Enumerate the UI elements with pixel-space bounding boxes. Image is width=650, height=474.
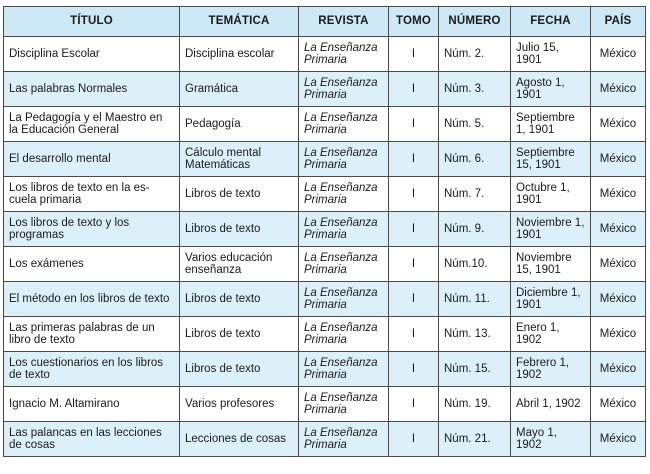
cell-pais: México	[591, 422, 646, 457]
cell-pais: México	[591, 212, 646, 247]
cell-tomo: I	[389, 247, 439, 282]
cell-tematica: Varios profesores	[180, 387, 299, 422]
cell-numero: Núm. 21.	[439, 422, 511, 457]
cell-titulo: Los libros de texto en la es-cuela primaria	[4, 177, 180, 212]
cell-pais: México	[591, 352, 646, 387]
cell-tematica: Libros de texto	[180, 177, 299, 212]
cell-pais: México	[591, 317, 646, 352]
cell-numero: Núm. 6.	[439, 142, 511, 177]
cell-fecha: Diciembre 1, 1901	[511, 282, 591, 317]
table-row	[4, 37, 646, 72]
header-tomo: TOMO	[389, 7, 439, 37]
cell-titulo: Las palabras Normales	[4, 72, 180, 107]
table-row	[4, 422, 646, 457]
table-row	[4, 387, 646, 422]
cell-tomo: I	[389, 142, 439, 177]
cell-fecha: Julio 15, 1901	[511, 37, 591, 72]
cell-tomo: I	[389, 387, 439, 422]
cell-pais: México	[591, 177, 646, 212]
cell-pais: México	[591, 387, 646, 422]
cell-tematica: Disciplina escolar	[180, 37, 299, 72]
cell-tomo: I	[389, 422, 439, 457]
cell-tematica: Libros de texto	[180, 352, 299, 387]
table-row	[4, 317, 646, 352]
cell-pais: México	[591, 282, 646, 317]
cell-tematica: Pedagogía	[180, 107, 299, 142]
cell-revista: La Enseñanza Primaria	[299, 387, 389, 422]
cell-titulo: Los libros de texto y los programas	[4, 212, 180, 247]
cell-pais: México	[591, 107, 646, 142]
cell-tematica: Libros de texto	[180, 317, 299, 352]
cell-fecha: Septiembre 15, 1901	[511, 142, 591, 177]
cell-numero: Núm. 5.	[439, 107, 511, 142]
header-pais: PAÍS	[591, 7, 646, 37]
cell-numero: Núm. 2.	[439, 37, 511, 72]
table-row	[4, 177, 646, 212]
cell-fecha: Septiembre 1, 1901	[511, 107, 591, 142]
cell-tematica: Varios educación enseñanza	[180, 247, 299, 282]
cell-tomo: I	[389, 282, 439, 317]
cell-tematica: Gramática	[180, 72, 299, 107]
table-header-row	[4, 7, 646, 37]
header-tematica: TEMÁTICA	[180, 7, 299, 37]
cell-titulo: La Pedagogía y el Maestro en la Educación General	[4, 107, 180, 142]
cell-revista: La Enseñanza Primaria	[299, 37, 389, 72]
table-row	[4, 247, 646, 282]
cell-numero: Núm. 19.	[439, 387, 511, 422]
cell-numero: Núm. 15.	[439, 352, 511, 387]
cell-revista: La Enseñanza Primaria	[299, 212, 389, 247]
cell-tomo: I	[389, 107, 439, 142]
cell-tomo: I	[389, 352, 439, 387]
table-row	[4, 107, 646, 142]
table-row	[4, 352, 646, 387]
cell-revista: La Enseñanza Primaria	[299, 247, 389, 282]
cell-tomo: I	[389, 317, 439, 352]
cell-fecha: Febrero 1, 1902	[511, 352, 591, 387]
cell-tematica: Cálculo mental Matemáticas	[180, 142, 299, 177]
cell-fecha: Enero 1, 1902	[511, 317, 591, 352]
cell-revista: La Enseñanza Primaria	[299, 142, 389, 177]
cell-numero: Núm.10.	[439, 247, 511, 282]
cell-tomo: I	[389, 177, 439, 212]
cell-tematica: Libros de texto	[180, 282, 299, 317]
cell-pais: México	[591, 247, 646, 282]
table-row	[4, 72, 646, 107]
cell-numero: Núm. 13.	[439, 317, 511, 352]
cell-numero: Núm. 3.	[439, 72, 511, 107]
cell-fecha: Noviembre 1, 1901	[511, 212, 591, 247]
cell-fecha: Agosto 1, 1901	[511, 72, 591, 107]
cell-tomo: I	[389, 37, 439, 72]
header-titulo: TÍTULO	[4, 7, 180, 37]
table-row	[4, 282, 646, 317]
cell-revista: La Enseñanza Primaria	[299, 317, 389, 352]
cell-titulo: Ignacio M. Altamirano	[4, 387, 180, 422]
cell-titulo: Los cuestionarios en los libros de texto	[4, 352, 180, 387]
cell-fecha: Octubre 1, 1901	[511, 177, 591, 212]
cell-fecha: Abril 1, 1902	[511, 387, 591, 422]
header-revista: REVISTA	[299, 7, 389, 37]
cell-tomo: I	[389, 212, 439, 247]
cell-revista: La Enseñanza Primaria	[299, 282, 389, 317]
cell-titulo: El método en los libros de texto	[4, 282, 180, 317]
cell-pais: México	[591, 72, 646, 107]
cell-revista: La Enseñanza Primaria	[299, 72, 389, 107]
cell-fecha: Mayo 1, 1902	[511, 422, 591, 457]
cell-tematica: Libros de texto	[180, 212, 299, 247]
cell-revista: La Enseñanza Primaria	[299, 352, 389, 387]
cell-pais: México	[591, 142, 646, 177]
table-row	[4, 212, 646, 247]
articles-table	[3, 6, 646, 457]
cell-titulo: Las palancas en las lecciones de cosas	[4, 422, 180, 457]
cell-titulo: Las primeras palabras de un libro de texto	[4, 317, 180, 352]
cell-fecha: Noviembre 15, 1901	[511, 247, 591, 282]
cell-revista: La Enseñanza Primaria	[299, 177, 389, 212]
cell-tematica: Lecciones de cosas	[180, 422, 299, 457]
cell-titulo: Disciplina Escolar	[4, 37, 180, 72]
cell-tomo: I	[389, 72, 439, 107]
header-fecha: FECHA	[511, 7, 591, 37]
cell-revista: La Enseñanza Primaria	[299, 422, 389, 457]
cell-numero: Núm. 11.	[439, 282, 511, 317]
cell-numero: Núm. 9.	[439, 212, 511, 247]
header-numero: NÚMERO	[439, 7, 511, 37]
cell-titulo: Los exámenes	[4, 247, 180, 282]
cell-numero: Núm. 7.	[439, 177, 511, 212]
table-row	[4, 142, 646, 177]
cell-titulo: El desarrollo mental	[4, 142, 180, 177]
cell-pais: México	[591, 37, 646, 72]
cell-revista: La Enseñanza Primaria	[299, 107, 389, 142]
